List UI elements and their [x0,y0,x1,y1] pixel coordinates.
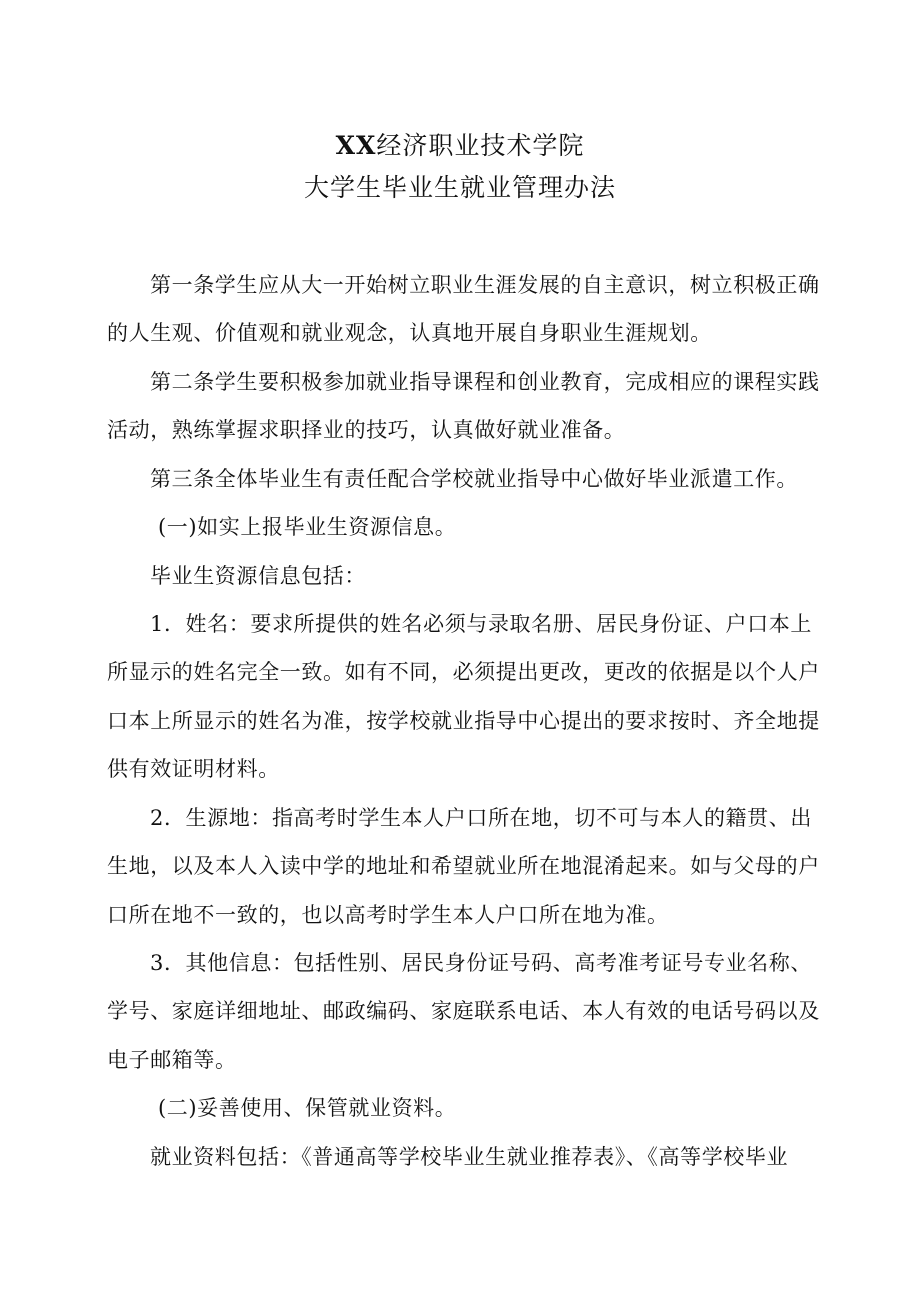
title-line-1-text: 经济职业技术学院 [376,131,585,160]
employment-materials-line-1: 就业资料包括：《普通高等学校毕业生就业推荐表》、《高等学校毕业 [150,1145,789,1169]
item-1-line-2: 所显示的姓名完全一致。如有不同，必须提出更改，更改的依据是以个人户 [107,660,820,684]
article-2-line-1: 第二条学生要积极参加就业指导课程和创业教育，完成相应的课程实践 [150,370,820,394]
item-3-line-2: 学号、家庭详细地址、邮政编码、家庭联系电话、本人有效的电话号码以及 [107,999,820,1023]
section-1-heading: (一)如实上报毕业生资源信息。 [158,515,457,539]
section-2-heading: (二)妥善使用、保管就业资料。 [158,1096,457,1120]
item-1-line-1: 1．姓名：要求所提供的姓名必须与录取名册、居民身份证、户口本上 [150,612,812,636]
article-1-line-1: 第一条学生应从大一开始树立职业生涯发展的自主意识，树立积极正确 [150,273,820,297]
item-2-line-1: 2．生源地：指高考时学生本人户口所在地，切不可与本人的籍贯、出 [150,806,812,830]
article-1-line-2: 的人生观、价值观和就业观念，认真地开展自身职业生涯规划。 [107,321,712,345]
item-3-line-1: 3．其他信息：包括性别、居民身份证号码、高考准考证号专业名称、 [150,951,812,975]
document-title-line-1 [0,131,920,161]
document-title-line-2: 大学生毕业生就业管理办法 [303,173,616,202]
item-2-line-2: 生地，以及本人入读中学的地址和希望就业所在地混淆起来。如与父母的户 [107,854,820,878]
item-1-line-3: 口本上所显示的姓名为准，按学校就业指导中心提出的要求按时、齐全地提 [107,709,820,733]
resource-info-intro: 毕业生资源信息包括： [150,564,366,588]
title-prefix: XX [335,131,377,160]
article-2-line-2: 活动，熟练掌握求职择业的技巧，认真做好就业准备。 [107,418,626,442]
item-1-line-4: 供有效证明材料。 [107,757,280,781]
item-2-line-3: 口所在地不一致的，也以高考时学生本人户口所在地为准。 [107,903,669,927]
article-3-line-1: 第三条全体毕业生有责任配合学校就业指导中心做好毕业派遣工作。 [150,467,798,491]
item-3-line-3: 电子邮箱等。 [107,1048,237,1072]
